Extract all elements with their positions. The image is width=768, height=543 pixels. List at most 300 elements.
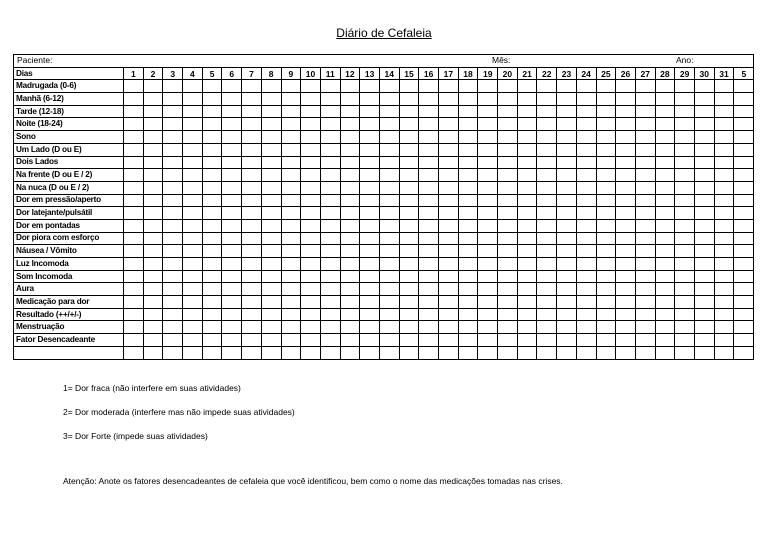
entry-cell[interactable] — [261, 308, 281, 321]
entry-cell[interactable] — [596, 143, 616, 156]
entry-cell[interactable] — [183, 169, 203, 182]
entry-cell[interactable] — [439, 207, 459, 220]
entry-cell[interactable] — [537, 308, 557, 321]
entry-cell[interactable] — [439, 321, 459, 334]
entry-cell[interactable] — [301, 105, 321, 118]
entry-cell[interactable] — [281, 131, 301, 144]
entry-cell[interactable] — [694, 80, 714, 93]
entry-cell[interactable] — [498, 232, 518, 245]
entry-cell[interactable] — [242, 219, 262, 232]
entry-cell[interactable] — [143, 296, 163, 309]
entry-cell[interactable] — [222, 296, 242, 309]
entry-cell[interactable] — [320, 143, 340, 156]
entry-cell[interactable] — [734, 169, 754, 182]
entry-cell[interactable] — [478, 245, 498, 258]
entry-cell[interactable] — [517, 207, 537, 220]
entry-cell[interactable] — [183, 219, 203, 232]
entry-cell[interactable] — [694, 245, 714, 258]
entry-cell[interactable] — [498, 219, 518, 232]
entry-cell[interactable] — [183, 296, 203, 309]
entry-cell[interactable] — [261, 105, 281, 118]
entry-cell[interactable] — [320, 219, 340, 232]
entry-cell[interactable] — [301, 93, 321, 106]
entry-cell[interactable] — [458, 219, 478, 232]
entry-cell[interactable] — [360, 131, 380, 144]
entry-cell[interactable] — [261, 93, 281, 106]
entry-cell[interactable] — [124, 169, 144, 182]
entry-cell[interactable] — [576, 258, 596, 271]
entry-cell[interactable] — [261, 194, 281, 207]
entry-cell[interactable] — [458, 258, 478, 271]
entry-cell[interactable] — [202, 296, 222, 309]
entry-cell[interactable] — [498, 93, 518, 106]
entry-cell[interactable] — [478, 334, 498, 347]
entry-cell[interactable] — [557, 156, 577, 169]
entry-cell[interactable] — [734, 334, 754, 347]
entry-cell[interactable] — [635, 80, 655, 93]
entry-cell[interactable] — [596, 131, 616, 144]
entry-cell[interactable] — [399, 169, 419, 182]
entry-cell[interactable] — [694, 143, 714, 156]
entry-cell[interactable] — [202, 308, 222, 321]
entry-cell[interactable] — [517, 321, 537, 334]
entry-cell[interactable] — [714, 219, 734, 232]
entry-cell[interactable] — [517, 296, 537, 309]
entry-cell[interactable] — [320, 105, 340, 118]
entry-cell[interactable] — [616, 105, 636, 118]
entry-cell[interactable] — [557, 131, 577, 144]
entry-cell[interactable] — [734, 270, 754, 283]
entry-cell[interactable] — [439, 232, 459, 245]
entry-cell[interactable] — [163, 194, 183, 207]
entry-cell[interactable] — [143, 346, 163, 359]
entry-cell[interactable] — [143, 169, 163, 182]
entry-cell[interactable] — [439, 169, 459, 182]
entry-cell[interactable] — [714, 118, 734, 131]
entry-cell[interactable] — [419, 270, 439, 283]
entry-cell[interactable] — [360, 207, 380, 220]
entry-cell[interactable] — [596, 105, 616, 118]
entry-cell[interactable] — [478, 283, 498, 296]
entry-cell[interactable] — [694, 131, 714, 144]
entry-cell[interactable] — [498, 118, 518, 131]
entry-cell[interactable] — [537, 245, 557, 258]
entry-cell[interactable] — [439, 131, 459, 144]
entry-cell[interactable] — [202, 219, 222, 232]
entry-cell[interactable] — [458, 346, 478, 359]
entry-cell[interactable] — [242, 296, 262, 309]
entry-cell[interactable] — [183, 321, 203, 334]
entry-cell[interactable] — [281, 93, 301, 106]
entry-cell[interactable] — [419, 334, 439, 347]
entry-cell[interactable] — [517, 346, 537, 359]
entry-cell[interactable] — [734, 181, 754, 194]
entry-cell[interactable] — [734, 156, 754, 169]
entry-cell[interactable] — [124, 258, 144, 271]
entry-cell[interactable] — [439, 143, 459, 156]
entry-cell[interactable] — [458, 118, 478, 131]
entry-cell[interactable] — [655, 283, 675, 296]
entry-cell[interactable] — [517, 105, 537, 118]
entry-cell[interactable] — [616, 334, 636, 347]
entry-cell[interactable] — [478, 321, 498, 334]
entry-cell[interactable] — [202, 334, 222, 347]
entry-cell[interactable] — [143, 93, 163, 106]
entry-cell[interactable] — [281, 283, 301, 296]
entry-cell[interactable] — [557, 207, 577, 220]
entry-cell[interactable] — [714, 308, 734, 321]
entry-cell[interactable] — [576, 321, 596, 334]
entry-cell[interactable] — [143, 270, 163, 283]
entry-cell[interactable] — [360, 219, 380, 232]
entry-cell[interactable] — [537, 131, 557, 144]
entry-cell[interactable] — [163, 207, 183, 220]
entry-cell[interactable] — [557, 143, 577, 156]
entry-cell[interactable] — [517, 308, 537, 321]
entry-cell[interactable] — [261, 143, 281, 156]
entry-cell[interactable] — [202, 118, 222, 131]
entry-cell[interactable] — [202, 105, 222, 118]
entry-cell[interactable] — [242, 156, 262, 169]
entry-cell[interactable] — [202, 169, 222, 182]
entry-cell[interactable] — [478, 131, 498, 144]
entry-cell[interactable] — [320, 296, 340, 309]
entry-cell[interactable] — [596, 181, 616, 194]
entry-cell[interactable] — [576, 194, 596, 207]
entry-cell[interactable] — [675, 169, 695, 182]
entry-cell[interactable] — [498, 321, 518, 334]
entry-cell[interactable] — [163, 169, 183, 182]
entry-cell[interactable] — [675, 232, 695, 245]
entry-cell[interactable] — [340, 143, 360, 156]
entry-cell[interactable] — [596, 194, 616, 207]
entry-cell[interactable] — [655, 118, 675, 131]
entry-cell[interactable] — [458, 334, 478, 347]
entry-cell[interactable] — [596, 283, 616, 296]
entry-cell[interactable] — [202, 181, 222, 194]
entry-cell[interactable] — [439, 283, 459, 296]
entry-cell[interactable] — [517, 169, 537, 182]
entry-cell[interactable] — [537, 80, 557, 93]
entry-cell[interactable] — [714, 156, 734, 169]
entry-cell[interactable] — [163, 131, 183, 144]
entry-cell[interactable] — [143, 207, 163, 220]
entry-cell[interactable] — [616, 296, 636, 309]
entry-cell[interactable] — [360, 245, 380, 258]
entry-cell[interactable] — [537, 207, 557, 220]
entry-cell[interactable] — [399, 334, 419, 347]
entry-cell[interactable] — [576, 219, 596, 232]
entry-cell[interactable] — [360, 93, 380, 106]
entry-cell[interactable] — [675, 258, 695, 271]
entry-cell[interactable] — [301, 346, 321, 359]
entry-cell[interactable] — [320, 232, 340, 245]
entry-cell[interactable] — [439, 181, 459, 194]
entry-cell[interactable] — [439, 93, 459, 106]
entry-cell[interactable] — [576, 131, 596, 144]
entry-cell[interactable] — [439, 80, 459, 93]
entry-cell[interactable] — [734, 308, 754, 321]
entry-cell[interactable] — [222, 194, 242, 207]
entry-cell[interactable] — [301, 296, 321, 309]
entry-cell[interactable] — [360, 169, 380, 182]
entry-cell[interactable] — [616, 270, 636, 283]
entry-cell[interactable] — [675, 308, 695, 321]
entry-cell[interactable] — [616, 181, 636, 194]
entry-cell[interactable] — [143, 118, 163, 131]
entry-cell[interactable] — [379, 296, 399, 309]
entry-cell[interactable] — [340, 334, 360, 347]
entry-cell[interactable] — [655, 258, 675, 271]
entry-cell[interactable] — [379, 270, 399, 283]
entry-cell[interactable] — [478, 270, 498, 283]
entry-cell[interactable] — [261, 80, 281, 93]
entry-cell[interactable] — [498, 283, 518, 296]
entry-cell[interactable] — [655, 207, 675, 220]
entry-cell[interactable] — [714, 245, 734, 258]
entry-cell[interactable] — [261, 258, 281, 271]
entry-cell[interactable] — [124, 194, 144, 207]
entry-cell[interactable] — [301, 283, 321, 296]
entry-cell[interactable] — [439, 334, 459, 347]
entry-cell[interactable] — [458, 80, 478, 93]
entry-cell[interactable] — [379, 143, 399, 156]
entry-cell[interactable] — [202, 143, 222, 156]
entry-cell[interactable] — [301, 308, 321, 321]
entry-cell[interactable] — [163, 258, 183, 271]
entry-cell[interactable] — [143, 80, 163, 93]
entry-cell[interactable] — [439, 296, 459, 309]
entry-cell[interactable] — [360, 80, 380, 93]
entry-cell[interactable] — [694, 219, 714, 232]
entry-cell[interactable] — [576, 270, 596, 283]
entry-cell[interactable] — [557, 93, 577, 106]
entry-cell[interactable] — [399, 131, 419, 144]
entry-cell[interactable] — [399, 118, 419, 131]
entry-cell[interactable] — [635, 283, 655, 296]
entry-cell[interactable] — [557, 80, 577, 93]
entry-cell[interactable] — [537, 143, 557, 156]
entry-cell[interactable] — [301, 118, 321, 131]
entry-cell[interactable] — [379, 131, 399, 144]
entry-cell[interactable] — [143, 334, 163, 347]
entry-cell[interactable] — [694, 296, 714, 309]
entry-cell[interactable] — [419, 296, 439, 309]
entry-cell[interactable] — [143, 321, 163, 334]
entry-cell[interactable] — [694, 93, 714, 106]
entry-cell[interactable] — [498, 334, 518, 347]
entry-cell[interactable] — [399, 143, 419, 156]
entry-cell[interactable] — [360, 296, 380, 309]
entry-cell[interactable] — [576, 245, 596, 258]
entry-cell[interactable] — [163, 296, 183, 309]
entry-cell[interactable] — [576, 334, 596, 347]
entry-cell[interactable] — [399, 321, 419, 334]
entry-cell[interactable] — [242, 80, 262, 93]
entry-cell[interactable] — [301, 169, 321, 182]
entry-cell[interactable] — [202, 80, 222, 93]
entry-cell[interactable] — [163, 93, 183, 106]
entry-cell[interactable] — [675, 346, 695, 359]
entry-cell[interactable] — [163, 232, 183, 245]
entry-cell[interactable] — [675, 118, 695, 131]
entry-cell[interactable] — [419, 194, 439, 207]
entry-cell[interactable] — [596, 118, 616, 131]
entry-cell[interactable] — [183, 334, 203, 347]
entry-cell[interactable] — [242, 270, 262, 283]
entry-cell[interactable] — [399, 308, 419, 321]
entry-cell[interactable] — [694, 105, 714, 118]
entry-cell[interactable] — [242, 181, 262, 194]
entry-cell[interactable] — [183, 270, 203, 283]
entry-cell[interactable] — [635, 321, 655, 334]
entry-cell[interactable] — [498, 80, 518, 93]
entry-cell[interactable] — [635, 181, 655, 194]
entry-cell[interactable] — [655, 80, 675, 93]
entry-cell[interactable] — [261, 156, 281, 169]
entry-cell[interactable] — [517, 93, 537, 106]
entry-cell[interactable] — [596, 270, 616, 283]
entry-cell[interactable] — [734, 207, 754, 220]
entry-cell[interactable] — [379, 232, 399, 245]
entry-cell[interactable] — [360, 232, 380, 245]
entry-cell[interactable] — [537, 346, 557, 359]
entry-cell[interactable] — [734, 80, 754, 93]
entry-cell[interactable] — [537, 296, 557, 309]
entry-cell[interactable] — [379, 194, 399, 207]
entry-cell[interactable] — [222, 181, 242, 194]
entry-cell[interactable] — [537, 194, 557, 207]
entry-cell[interactable] — [320, 181, 340, 194]
entry-cell[interactable] — [163, 283, 183, 296]
entry-cell[interactable] — [419, 346, 439, 359]
entry-cell[interactable] — [399, 207, 419, 220]
entry-cell[interactable] — [399, 105, 419, 118]
entry-cell[interactable] — [616, 194, 636, 207]
entry-cell[interactable] — [143, 194, 163, 207]
entry-cell[interactable] — [124, 296, 144, 309]
entry-cell[interactable] — [478, 258, 498, 271]
entry-cell[interactable] — [340, 169, 360, 182]
entry-cell[interactable] — [635, 245, 655, 258]
entry-cell[interactable] — [281, 156, 301, 169]
entry-cell[interactable] — [439, 156, 459, 169]
entry-cell[interactable] — [301, 232, 321, 245]
entry-cell[interactable] — [714, 296, 734, 309]
entry-cell[interactable] — [163, 105, 183, 118]
entry-cell[interactable] — [143, 219, 163, 232]
entry-cell[interactable] — [635, 131, 655, 144]
entry-cell[interactable] — [635, 346, 655, 359]
entry-cell[interactable] — [458, 143, 478, 156]
entry-cell[interactable] — [694, 118, 714, 131]
entry-cell[interactable] — [183, 194, 203, 207]
entry-cell[interactable] — [537, 169, 557, 182]
entry-cell[interactable] — [517, 245, 537, 258]
entry-cell[interactable] — [675, 219, 695, 232]
entry-cell[interactable] — [399, 283, 419, 296]
entry-cell[interactable] — [399, 194, 419, 207]
entry-cell[interactable] — [360, 118, 380, 131]
entry-cell[interactable] — [714, 321, 734, 334]
entry-cell[interactable] — [202, 156, 222, 169]
entry-cell[interactable] — [675, 283, 695, 296]
entry-cell[interactable] — [694, 232, 714, 245]
entry-cell[interactable] — [478, 105, 498, 118]
entry-cell[interactable] — [537, 258, 557, 271]
entry-cell[interactable] — [557, 245, 577, 258]
entry-cell[interactable] — [675, 93, 695, 106]
entry-cell[interactable] — [655, 143, 675, 156]
entry-cell[interactable] — [458, 131, 478, 144]
entry-cell[interactable] — [655, 181, 675, 194]
entry-cell[interactable] — [576, 181, 596, 194]
entry-cell[interactable] — [340, 207, 360, 220]
entry-cell[interactable] — [379, 169, 399, 182]
entry-cell[interactable] — [439, 308, 459, 321]
entry-cell[interactable] — [261, 296, 281, 309]
entry-cell[interactable] — [124, 270, 144, 283]
entry-cell[interactable] — [281, 346, 301, 359]
entry-cell[interactable] — [596, 80, 616, 93]
entry-cell[interactable] — [694, 308, 714, 321]
entry-cell[interactable] — [498, 194, 518, 207]
entry-cell[interactable] — [498, 308, 518, 321]
entry-cell[interactable] — [281, 296, 301, 309]
entry-cell[interactable] — [557, 194, 577, 207]
entry-cell[interactable] — [261, 334, 281, 347]
entry-cell[interactable] — [222, 156, 242, 169]
entry-cell[interactable] — [222, 270, 242, 283]
entry-cell[interactable] — [576, 93, 596, 106]
entry-cell[interactable] — [517, 181, 537, 194]
entry-cell[interactable] — [320, 283, 340, 296]
entry-cell[interactable] — [399, 232, 419, 245]
entry-cell[interactable] — [498, 346, 518, 359]
entry-cell[interactable] — [576, 143, 596, 156]
entry-cell[interactable] — [458, 105, 478, 118]
entry-cell[interactable] — [202, 194, 222, 207]
entry-cell[interactable] — [498, 207, 518, 220]
entry-cell[interactable] — [183, 346, 203, 359]
entry-cell[interactable] — [734, 346, 754, 359]
entry-cell[interactable] — [557, 105, 577, 118]
entry-cell[interactable] — [222, 321, 242, 334]
entry-cell[interactable] — [694, 156, 714, 169]
entry-cell[interactable] — [183, 118, 203, 131]
entry-cell[interactable] — [301, 156, 321, 169]
entry-cell[interactable] — [360, 346, 380, 359]
entry-cell[interactable] — [714, 93, 734, 106]
entry-cell[interactable] — [655, 131, 675, 144]
entry-cell[interactable] — [301, 270, 321, 283]
entry-cell[interactable] — [399, 346, 419, 359]
entry-cell[interactable] — [557, 169, 577, 182]
entry-cell[interactable] — [261, 245, 281, 258]
entry-cell[interactable] — [458, 283, 478, 296]
entry-cell[interactable] — [675, 207, 695, 220]
entry-cell[interactable] — [675, 131, 695, 144]
entry-cell[interactable] — [163, 181, 183, 194]
entry-cell[interactable] — [537, 93, 557, 106]
entry-cell[interactable] — [616, 258, 636, 271]
entry-cell[interactable] — [202, 346, 222, 359]
entry-cell[interactable] — [439, 245, 459, 258]
entry-cell[interactable] — [419, 131, 439, 144]
entry-cell[interactable] — [124, 245, 144, 258]
entry-cell[interactable] — [242, 169, 262, 182]
entry-cell[interactable] — [281, 80, 301, 93]
